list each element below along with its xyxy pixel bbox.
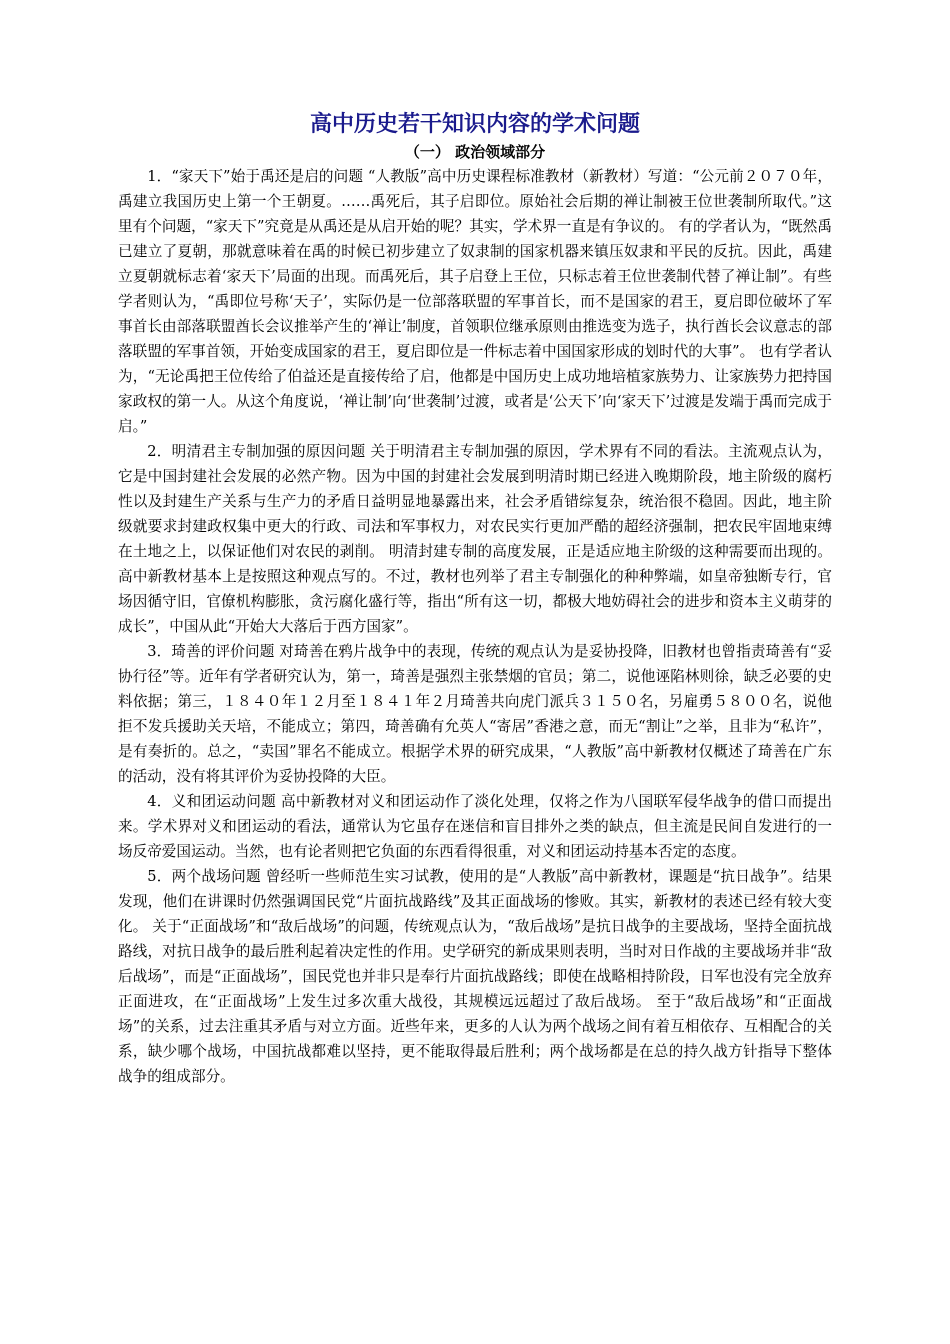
paragraph-5-two-battlefields: 5．两个战场问题 曾经听一些师范生实习试教，使用的是“人教版”高中新教材，课题是“抗日战争”。结果发现，他们在讲课时仍然强调国民党“片面抗战路线”及其正面战场的惨败。其实，新教材的表述已经有较大变化。 关于“正面战场”和“敌后战场”的问题，传统观点认为，“敌后战场”是抗日战争的主要战场，坚持全面抗战路线，对抗日战争的最后胜利起着决定性的作用。史学研究的新成果则表明，当时对日作战的主要战场并非“敌后战场”，而是“正面战场”，国民党也并非只是奉行片面抗战路线；即使在战略相持阶段，日军也没有完全放弃正面进攻，在“正面战场”上发生过多次重大战役，其规模远远超过了敌后战场。 至于“敌后战场”和“正面战场”的关系，过去注重其矛盾与对立方面。近些年来，更多的人认为两个战场之间有着互相依存、互相配合的关系，缺少哪个战场，中国抗战都难以坚持，更不能取得最后胜利；两个战场都是在总的持久战方针指导下整体战争的组成部分。 <box>118 868 832 1085</box>
section-heading: （一） 政治领域部分 <box>404 143 546 161</box>
paragraph-2-ming-qing-autocracy: 2．明清君主专制加强的原因问题 关于明清君主专制加强的原因，学术界有不同的看法。主流观点认为，它是中国封建社会发展的必然产物。因为中国的封建社会发展到明清时期已经进入晚期阶段，地主阶级的腐朽性以及封建生产关系与生产力的矛盾日益明显地暴露出来，社会矛盾错综复杂，统治很不稳固。因此，地主阶级就要求封建政权集中更大的行政、司法和军事权力，对农民实行更加严酷的超经济强制，把农民牢固地束缚在土地之上，以保证他们对农民的剥削。 明清封建专制的高度发展，正是适应地主阶级的这种需要而出现的。高中新教材基本上是按照这种观点写的。不过，教材也列举了君主专制强化的种种弊端，如皇帝独断专行，官场因循守旧，官僚机构膨胀，贪污腐化盛行等，指出“所有这一切，都极大地妨碍社会的进步和资本主义萌芽的成长”，中国从此“开始大大落后于西方国家”。 <box>118 443 832 635</box>
paragraph-1-jia-tian-xia: 1．“家天下”始于禹还是启的问题 “人教版”高中历史课程标准教材（新教材）写道：“公元前２０７０年，禹建立我国历史上第一个王朝夏。……禹死后，其子启即位。原始社会后期的禅让制被王位世袭制所取代。”这里有个问题，“家天下”究竟是从禹还是从启开始的呢？其实，学术界一直是有争议的。 有的学者认为，“既然禹已建立了夏朝，那就意味着在禹的时候已初步建立了奴隶制的国家机器来镇压奴隶和平民的反抗。因此，禹建立夏朝就标志着‘家天下’局面的出现。而禹死后，其子启登上王位，只标志着王位世袭制代替了禅让制”。有些学者则认为，“禹即位号称‘天子’，实际仍是一位部落联盟的军事首长，而不是国家的君王，夏启即位破坏了军事首长由部落联盟酋长会议推举产生的‘禅让’制度，首领职位继承原则由推选变为选子，执行酋长会议意志的部落联盟的军事首领，开始变成国家的君王，夏启即位是一件标志着中国国家形成的划时代的大事”。 也有学者认为，“无论禹把王位传给了伯益还是直接传给了启，他都是中国历史上成功地培植家族势力、让家族势力把持国家政权的第一人。从这个角度说，‘禅让制’向‘世袭制’过渡，或者是‘公天下’向‘家天下’过渡是发端于禹而完成于启。” <box>118 168 832 435</box>
document-body <box>118 108 832 1089</box>
document-title: 高中历史若干知识内容的学术问题 <box>309 112 640 137</box>
paragraph-4-boxer-movement: 4．义和团运动问题 高中新教材对义和团运动作了淡化处理，仅将之作为八国联军侵华战争的借口而提出来。学术界对义和团运动的看法，通常认为它虽存在迷信和盲目排外之类的缺点，但主流是民间自发进行的一场反帝爱国运动。当然，也有论者则把它负面的东西看得很重，对义和团运动持基本否定的态度。 <box>118 793 832 860</box>
paragraph-3-qishan-evaluation: 3．琦善的评价问题 对琦善在鸦片战争中的表现，传统的观点认为是妥协投降，旧教材也曾指责琦善有“妥协行径”等。近年有学者研究认为，第一，琦善是强烈主张禁烟的官员；第二，说他诬陷林则徐，缺乏必要的史料依据；第三，１８４０年１２月至１８４１年２月琦善共向虎门派兵３１５０名，另雇勇５８００名，说他拒不发兵援助关天培，不能成立；第四，琦善确有允英人“寄居”香港之意，而无“割让”之举，且非为“私许”，是有奏折的。总之，“卖国”罪名不能成立。根据学术界的研究成果，“人教版”高中新教材仅概述了琦善在广东的活动，没有将其评价为妥协投降的大臣。 <box>118 643 832 785</box>
